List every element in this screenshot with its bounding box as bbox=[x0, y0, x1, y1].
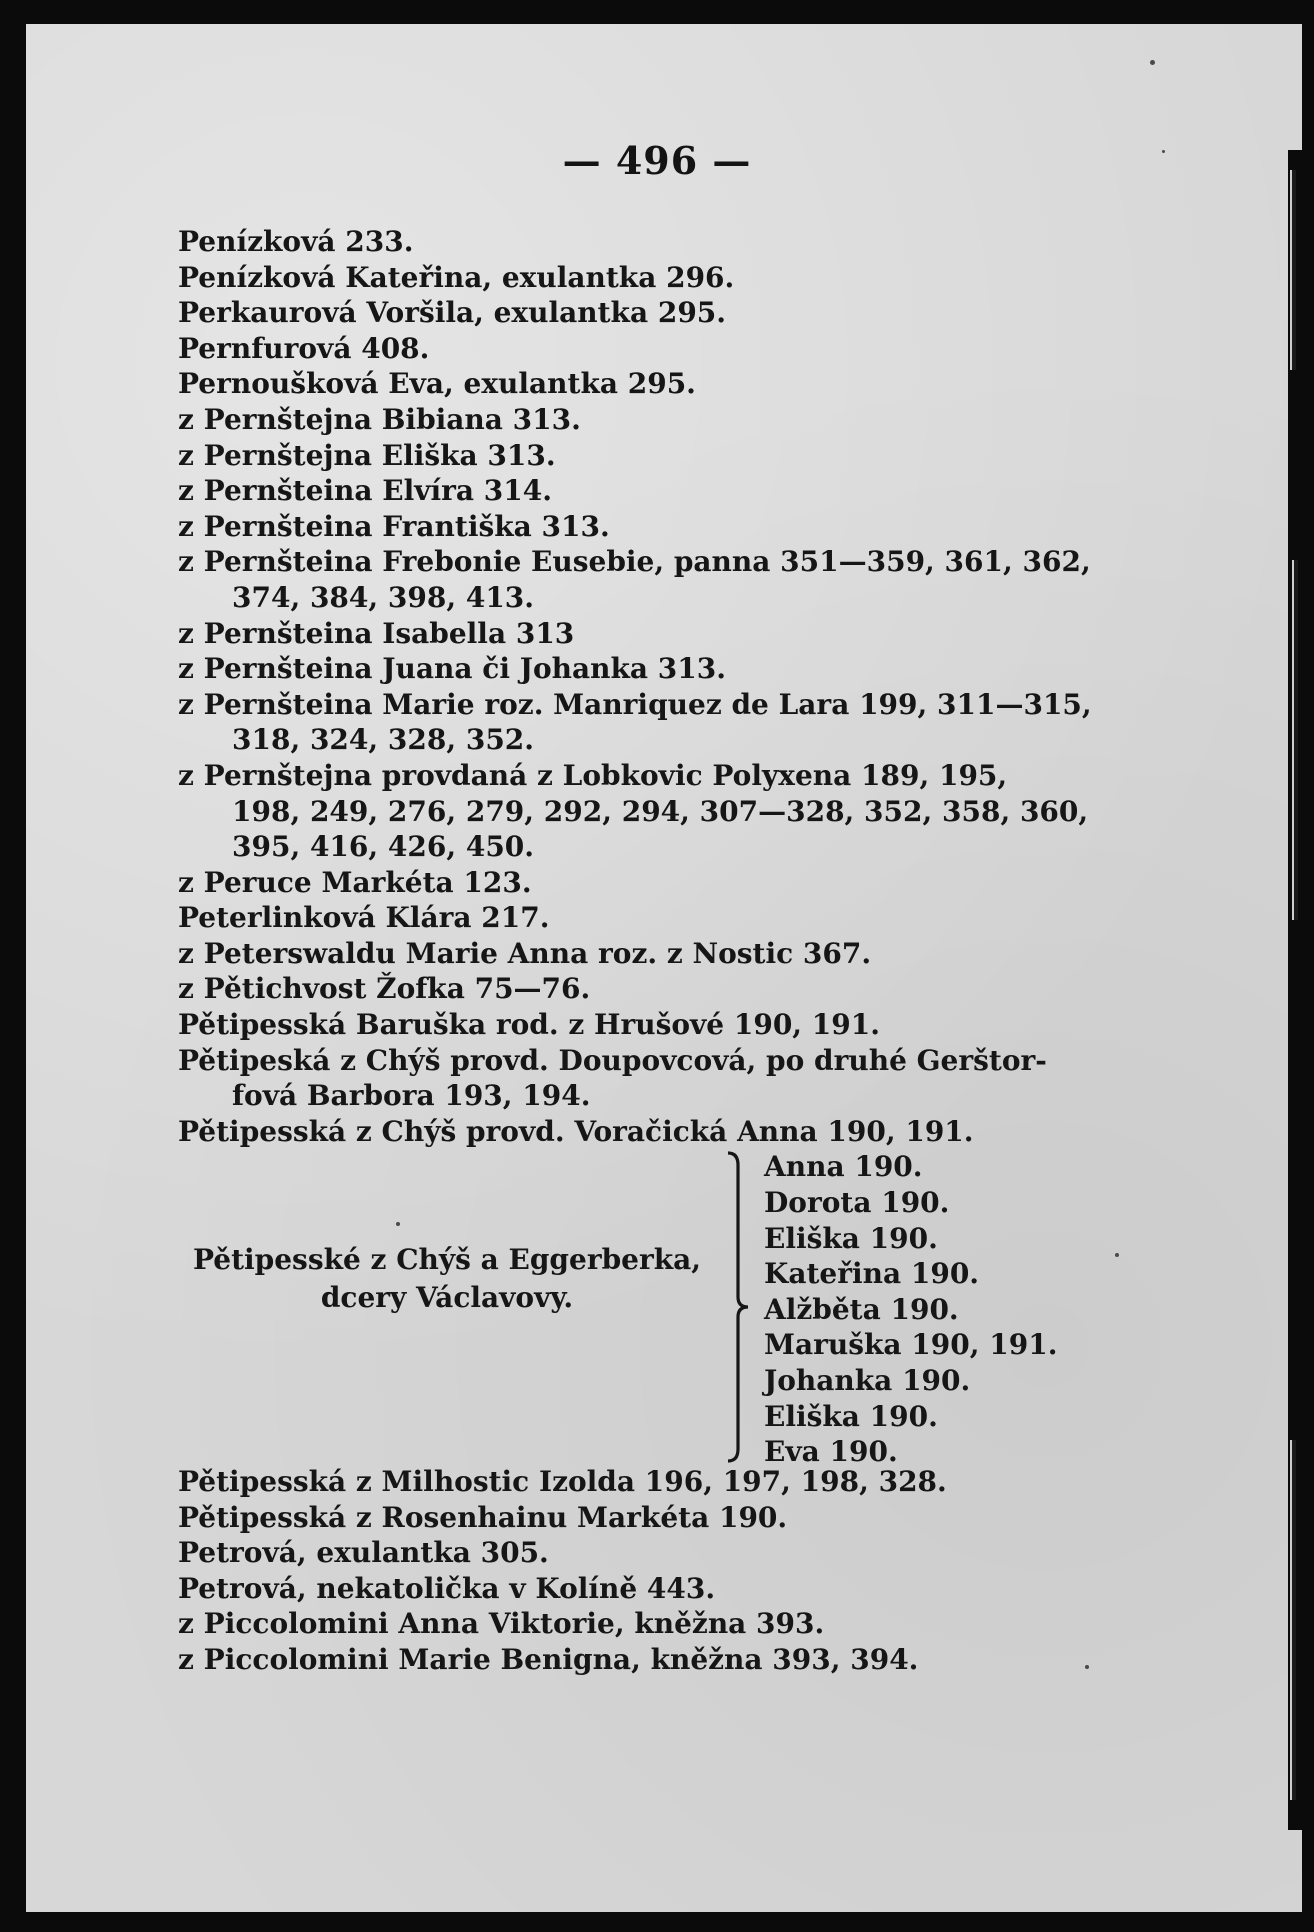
index-entry bbox=[178, 616, 1188, 652]
index-entry bbox=[178, 1535, 1188, 1571]
index-entry bbox=[178, 509, 1188, 545]
entry-line: Pětipesská z Rosenhainu Markéta 190. bbox=[178, 1500, 788, 1534]
index-entry bbox=[178, 366, 1188, 402]
sister-name: Dorota 190. bbox=[764, 1186, 950, 1220]
entry-line: Pětipesská z Milhostic Izolda 196, 197, 198, 328. bbox=[178, 1465, 947, 1498]
sister-name: Johanka 190. bbox=[764, 1364, 971, 1397]
index-entry bbox=[178, 224, 1188, 260]
paper-speck bbox=[1150, 60, 1155, 65]
index-entry bbox=[178, 544, 1188, 615]
index-entry bbox=[178, 473, 1188, 509]
index-entry bbox=[178, 936, 1188, 972]
entry-continuation: 374, 384, 398, 413. bbox=[232, 580, 535, 614]
sister-name: Eliška 190. bbox=[764, 1399, 938, 1433]
entry-continuation: 198, 249, 276, 279, 292, 294, 307—328, 352, 358, 360, bbox=[232, 794, 1089, 828]
entry-line: Penízková Kateřina, exulantka 296. bbox=[178, 260, 735, 294]
entry-line: z Peruce Markéta 123. bbox=[178, 865, 532, 899]
index-entry bbox=[178, 331, 1188, 367]
entry-line: Petrová, nekatolička v Kolíně 443. bbox=[178, 1571, 716, 1605]
entry-line: z Pernšteina Františka 313. bbox=[178, 509, 610, 543]
sisters-group-label bbox=[178, 1241, 716, 1317]
entry-continuation: fová Barbora 193, 194. bbox=[232, 1079, 591, 1113]
index-entries bbox=[178, 224, 1188, 1469]
index-entry bbox=[178, 865, 1188, 901]
index-entry bbox=[178, 1500, 1188, 1536]
index-entry bbox=[178, 651, 1188, 687]
entry-line: Perkaurová Voršila, exulantka 295. bbox=[178, 296, 727, 330]
entry-line: z Pětichvost Žofka 75—76. bbox=[178, 972, 591, 1006]
index-entry bbox=[178, 402, 1188, 438]
sisters-label-line: Pětipesské z Chýš a Eggerberka, bbox=[192, 1243, 702, 1277]
sister-name: Eliška 190. bbox=[764, 1221, 938, 1255]
entry-line: z Pernšteina Isabella 313 bbox=[178, 616, 575, 650]
entry-line: Pětipeská z Chýš provd. Doupovcová, po druhé Gerštor- bbox=[178, 1043, 1047, 1077]
sister-name: Kateřina 190. bbox=[764, 1257, 980, 1291]
entry-line: Pětipesská z Chýš provd. Voračická Anna 190, 191. bbox=[178, 1114, 974, 1148]
entry-line: z Pernšteina Frebonie Eusebie, panna 351—359, 361, 362, bbox=[178, 545, 1091, 579]
sister-name: Alžběta 190. bbox=[764, 1292, 959, 1326]
index-entry bbox=[178, 1464, 1188, 1500]
sister-name: Maruška 190, 191. bbox=[764, 1328, 1058, 1362]
entry-line: z Peterswaldu Marie Anna roz. z Nostic 367. bbox=[178, 936, 872, 970]
entry-line: z Pernštejna provdaná z Lobkovic Polyxena 189, 195, bbox=[178, 758, 1008, 792]
index-entries-continued bbox=[178, 1464, 1188, 1678]
entry-line: z Pernšteina Marie roz. Manriquez de Lara 199, 311—315, bbox=[178, 687, 1092, 721]
entry-line: z Piccolomini Anna Viktorie, kněžna 393. bbox=[178, 1607, 825, 1641]
sister-name: Eva 190. bbox=[764, 1435, 898, 1469]
entry-line: z Pernštejna Eliška 313. bbox=[178, 438, 556, 472]
entry-line: z Piccolomini Marie Benigna, kněžna 393, 394. bbox=[178, 1642, 919, 1676]
index-entry bbox=[178, 1606, 1188, 1642]
entry-line: Petrová, exulantka 305. bbox=[178, 1536, 549, 1570]
index-entry bbox=[178, 1007, 1188, 1043]
sister-name: Anna 190. bbox=[764, 1150, 923, 1184]
index-entry bbox=[178, 1642, 1188, 1678]
index-entry bbox=[178, 295, 1188, 331]
index-entry bbox=[178, 687, 1188, 758]
index-entry bbox=[178, 260, 1188, 296]
entry-line: z Pernšteina Juana či Johanka 313. bbox=[178, 652, 726, 686]
sisters-label-line: dcery Václavovy. bbox=[320, 1281, 574, 1315]
entry-line: Penízková 233. bbox=[178, 225, 414, 258]
index-entry bbox=[178, 1571, 1188, 1607]
entry-continuation: 318, 324, 328, 352. bbox=[232, 723, 535, 757]
index-entry bbox=[178, 971, 1188, 1007]
sisters-group bbox=[178, 1149, 1188, 1469]
binding-line bbox=[1290, 1440, 1296, 1800]
index-entry bbox=[178, 1043, 1188, 1114]
binding-line bbox=[1292, 560, 1298, 920]
entry-line: Pětipesská Baruška rod. z Hrušové 190, 191. bbox=[178, 1008, 880, 1042]
binding-line bbox=[1290, 170, 1296, 370]
entry-line: z Pernšteina Elvíra 314. bbox=[178, 474, 552, 508]
index-entry bbox=[178, 1114, 1188, 1150]
index-entry bbox=[178, 900, 1188, 936]
entry-line: Pernfurová 408. bbox=[178, 331, 430, 365]
page-number: — 496 — bbox=[562, 138, 752, 183]
entry-line: z Pernštejna Bibiana 313. bbox=[178, 402, 581, 436]
index-entry bbox=[178, 758, 1188, 865]
index-entry bbox=[178, 438, 1188, 474]
right-brace-icon bbox=[722, 1151, 762, 1463]
entry-line: Peterlinková Klára 217. bbox=[178, 901, 550, 935]
entry-continuation: 395, 416, 426, 450. bbox=[232, 830, 535, 864]
sisters-names bbox=[764, 1149, 1057, 1469]
entry-line: Pernoušková Eva, exulantka 295. bbox=[178, 367, 696, 401]
